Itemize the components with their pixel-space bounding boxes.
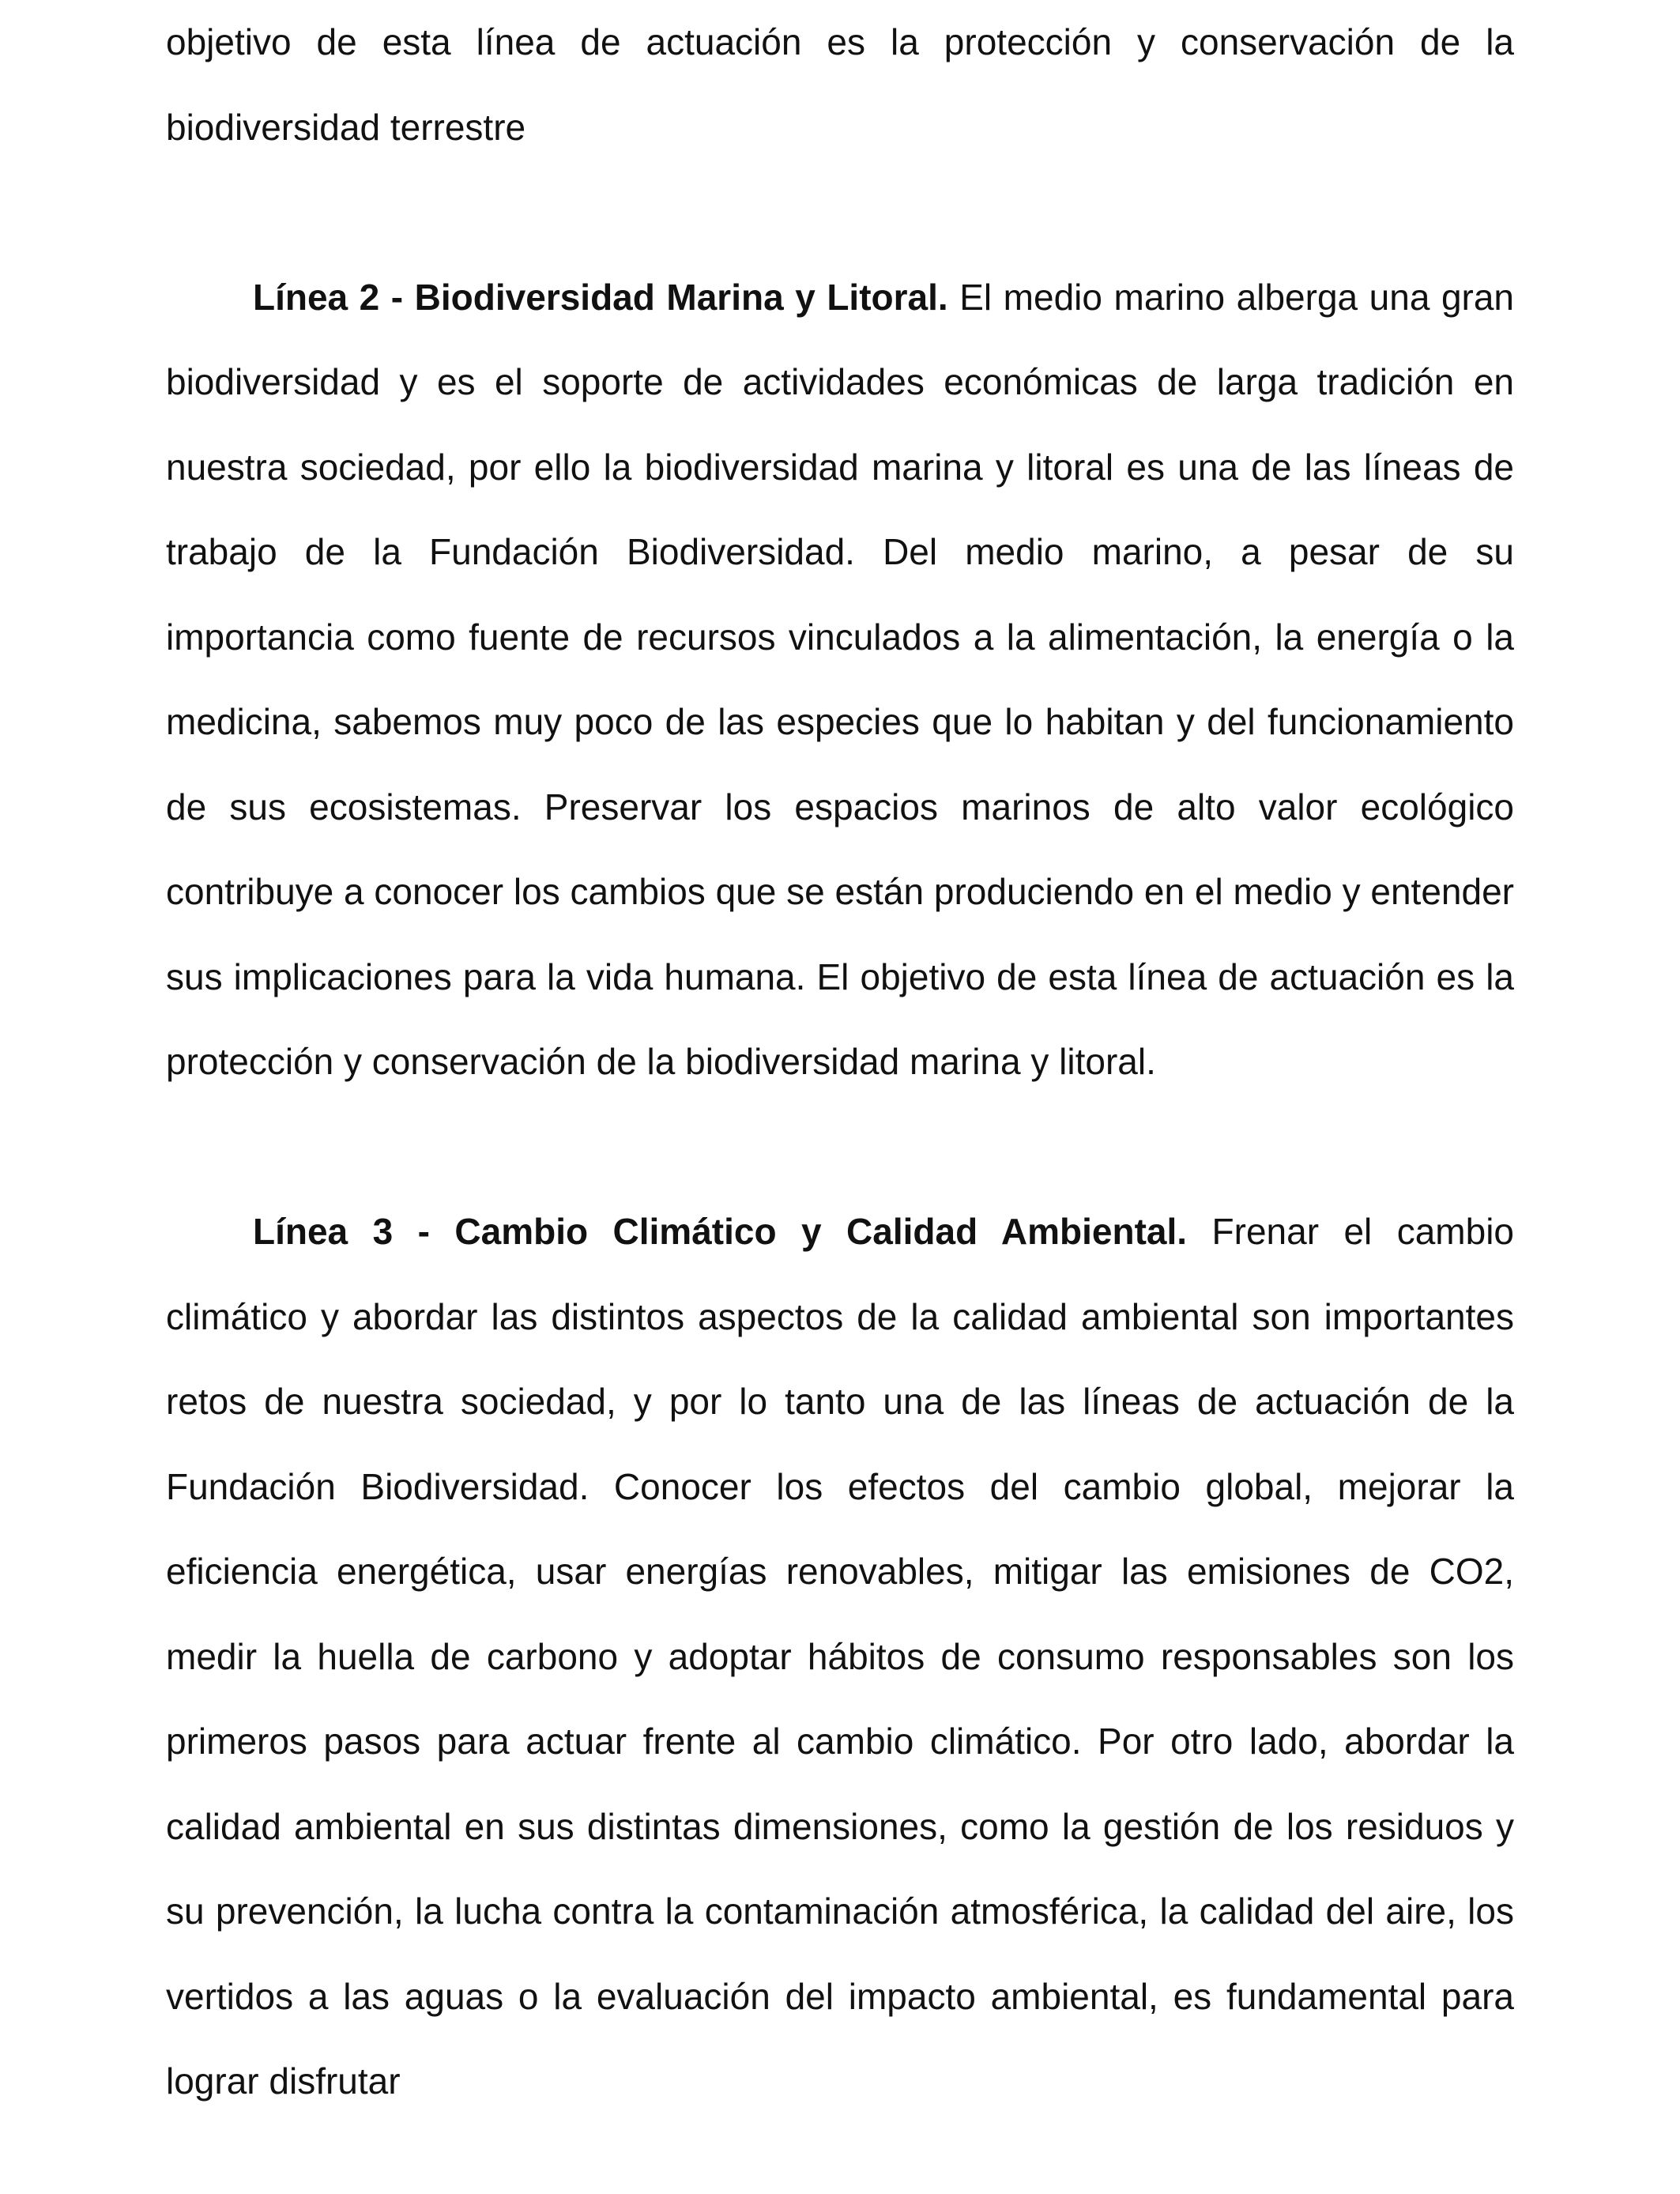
- linea-3-heading: Línea 3 - Cambio Climático y Calidad Ambiental.: [253, 1211, 1188, 1252]
- linea-2-paragraph: [166, 255, 1514, 1105]
- document-body: [166, 0, 1514, 2124]
- paragraph-gap: [166, 1105, 1514, 1190]
- continuation-text: objetivo de esta línea de actuación es la protección y conservación de la biodiversidad terrestre: [166, 21, 1514, 148]
- continuation-paragraph: [166, 0, 1514, 170]
- linea-3-paragraph: [166, 1189, 1514, 2124]
- linea-2-body: El medio marino alberga una gran biodiversidad y es el soporte de actividades económicas de larga tradición en nuestra sociedad, por ello la biodiversidad marina y litoral es una de las líneas de trabajo de la Fundación Biodiversidad. Del medio marino, a pesar de su importancia como fuente de recursos vinculados a la alimentación, la energía o la medicina, sabemos muy poco de las especies que lo habitan y del funcionamiento de sus ecosistemas. Preservar los espacios marinos de alto valor ecológico contribuye a conocer los cambios que se están produciendo en el medio y entender sus implicaciones para la vida humana. El objetivo de esta línea de actuación es la protección y conservación de la biodiversidad marina y litoral.: [166, 276, 1515, 1082]
- linea-2-heading: Línea 2 - Biodiversidad Marina y Litoral.: [253, 276, 948, 318]
- linea-3-body: Frenar el cambio climático y abordar las distintos aspectos de la calidad ambiental son importantes retos de nuestra sociedad, y por lo tanto una de las líneas de actuación de la Fundación Biodiversidad. Conocer los efectos del cambio global, mejorar la eficiencia energética, usar energías renovables, mitigar las emisiones de CO2, medir la huella de carbono y adoptar hábitos de consumo responsables son los primeros pasos para actuar frente al cambio climático. Por otro lado, abordar la calidad ambiental en sus distintas dimensiones, como la gestión de los residuos y su prevención, la lucha contra la contaminación atmosférica, la calidad del aire, los vertidos a las aguas o la evaluación del impacto ambiental, es fundamental para lograr disfrutar: [166, 1211, 1515, 2102]
- paragraph-gap: [166, 170, 1514, 255]
